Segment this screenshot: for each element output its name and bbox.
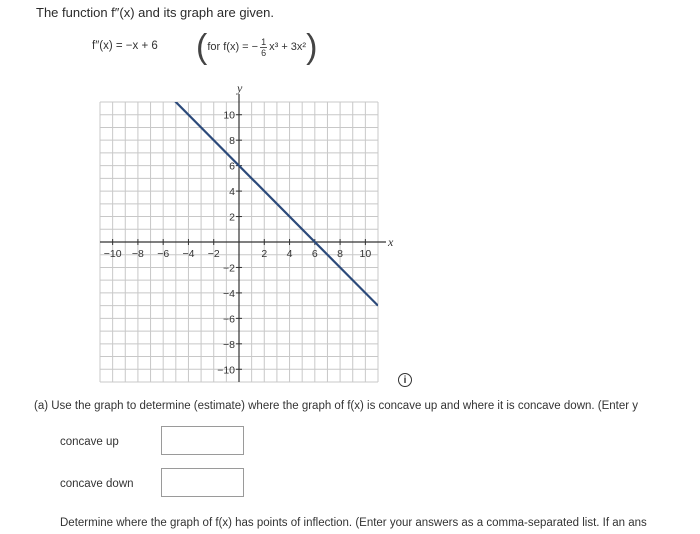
concave-up-label: concave up: [60, 436, 119, 448]
left-paren: (: [196, 28, 208, 66]
fraction-numerator: 1: [261, 36, 267, 47]
x-tick-label: 6: [311, 248, 318, 260]
f-double-prime-line: [163, 89, 378, 305]
original-function-note: [196, 30, 317, 66]
y-tick-label: −8: [223, 338, 235, 351]
info-icon[interactable]: i: [398, 373, 412, 387]
fraction: [260, 37, 267, 58]
problem-intro: The function f″(x) and its graph are given.: [36, 5, 275, 20]
x-axis-label: x: [388, 235, 394, 249]
question-b: Determine where the graph of f(x) has points of inflection. (Enter your answers as a comma-separated list. If an ans: [60, 517, 647, 529]
x-tick-label: −8: [131, 248, 144, 260]
x-tick-label: −4: [182, 248, 195, 260]
second-derivative-graph: [95, 84, 400, 389]
concave-up-input[interactable]: [161, 426, 244, 455]
x-tick-label: −10: [103, 248, 122, 260]
question-a: (a) Use the graph to determine (estimate) where the graph of f(x) is concave up and where it is concave down. (Enter y: [34, 400, 639, 412]
second-derivative-formula: f″(x) = −x + 6: [92, 40, 158, 52]
y-tick-label: 10: [223, 109, 235, 122]
x-tick-label: −2: [207, 248, 220, 260]
function-prefix: for f(x) = −: [207, 41, 259, 53]
right-paren: ): [306, 28, 318, 66]
y-tick-label: 2: [229, 211, 235, 224]
function-suffix: x³ + 3x²: [269, 41, 307, 53]
y-tick-label: −10: [217, 364, 235, 377]
y-tick-label: −2: [223, 262, 235, 275]
y-tick-label: −4: [223, 287, 235, 300]
concave-down-input[interactable]: [161, 468, 244, 497]
y-tick-label: 8: [229, 135, 235, 148]
x-tick-label: 10: [359, 248, 372, 260]
x-tick-label: −6: [157, 248, 170, 260]
fraction-denominator: 6: [261, 47, 267, 58]
y-axis-label: y: [237, 84, 243, 95]
x-tick-label: 8: [337, 248, 344, 260]
concave-down-label: concave down: [60, 478, 134, 490]
y-tick-label: −6: [223, 313, 235, 326]
y-tick-label: 6: [229, 160, 235, 173]
y-tick-label: 4: [229, 186, 235, 199]
x-tick-label: 4: [286, 248, 293, 260]
x-tick-label: 2: [261, 248, 268, 260]
